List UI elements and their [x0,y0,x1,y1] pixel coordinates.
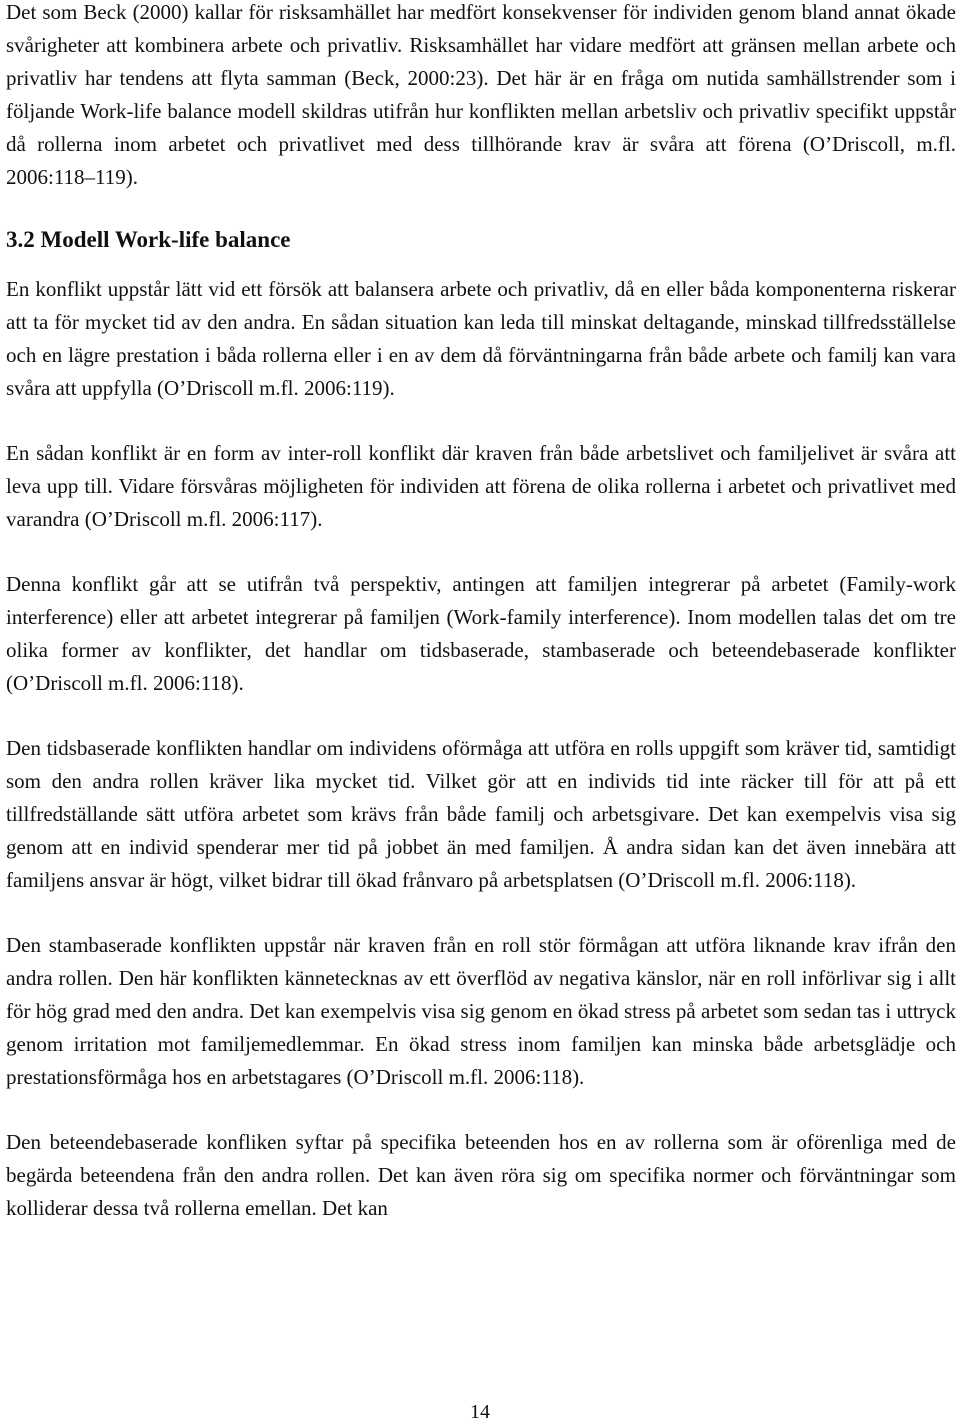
page-number: 14 [470,1401,490,1423]
section-paragraph-inter-role: En sådan konflikt är en form av inter-roll konflikt där kraven från både arbetslivet och familjelivet är svåra att leva upp till. Vidare försvåras möjligheten för individen att förena de olika rollerna i arbetet och privatlivet med varandra (O’Driscoll m.fl. 2006:117). [6,441,956,531]
section-paragraph-conflict: En konflikt uppstår lätt vid ett försök att balansera arbete och privatliv, då en eller båda komponenterna riskerar att ta för mycket tid av den andra. En sådan situation kan leda till minskat deltagande, minskad tillfredsställelse och en lägre prestation i båda rollerna eller i en av dem då förväntningarna från både arbete och familj kan vara svåra att uppfylla (O’Driscoll m.fl. 2006:119). [6,277,956,400]
section-paragraph-time-based: Den tidsbaserade konflikten handlar om individens oförmåga att utföra en rolls uppgift som kräver tid, samtidigt som den andra rollen kräver lika mycket tid. Vilket gör att en individs tid inte räcker till för att på ett tillfredställande sätt utföra arbetet som krävs från både familj och arbetsgivare. Det kan exempelvis visa sig genom att en individ spenderar mer tid på jobbet än med familjen. Å andra sidan kan det även innebära att familjens ansvar är högt, vilket bidrar till ökad frånvaro på arbetsplatsen (O’Driscoll m.fl. 2006:118). [6,736,956,892]
section-paragraph-perspectives: Denna konflikt går att se utifrån två perspektiv, antingen att familjen integrerar på arbetet (Family-work interference) eller att arbetet integrerar på familjen (Work-family interference). Inom modellen talas det om tre olika former av konflikter, det handlar om tidsbaserade, stambaserade och beteendebaserade konflikter (O’Driscoll m.fl. 2006:118). [6,572,956,695]
section-paragraph-behavior-based: Den beteendebaserade konfliken syftar på specifika beteenden hos en av rollerna som är oförenliga med de begärda beteendena från den andra rollen. Det kan även röra sig om specifika normer och förväntningar som kolliderar dessa två rollerna emellan. Det kan [6,1130,956,1220]
intro-paragraph: Det som Beck (2000) kallar för risksamhället har medfört konsekvenser för individen genom bland annat ökade svårigheter att kombinera arbete och privatliv. Risksamhället har vidare medfört att gränsen mellan arbete och privatliv har tendens att flyta samman (Beck, 2000:23). Det här är en fråga om nutida samhällstrender som i följande Work-life balance modell skildras utifrån hur konflikten mellan arbetsliv och privatliv specifikt uppstår då rollerna inom arbetet och privatlivet med dess tillhörande krav är svåra att förena (O’Driscoll, m.fl. 2006:118–119). [6,0,956,189]
section-heading: 3.2 Modell Work-life balance [6,227,291,252]
section-paragraph-strain-based: Den stambaserade konflikten uppstår när kraven från en roll stör förmågan att utföra liknande krav ifrån den andra rollen. Den här konflikten kännetecknas av ett överflöd av negativa känslor, när en roll införlivar sig i allt för hög grad med den andra. Det kan exempelvis visa sig genom en ökad stress på arbetet som sedan tas i uttryck genom irritation mot familjemedlemmar. En ökad stress inom familjen kan minska både arbetsglädje och prestationsförmåga hos en arbetstagares (O’Driscoll m.fl. 2006:118). [6,933,956,1089]
document-page [6,0,956,1225]
